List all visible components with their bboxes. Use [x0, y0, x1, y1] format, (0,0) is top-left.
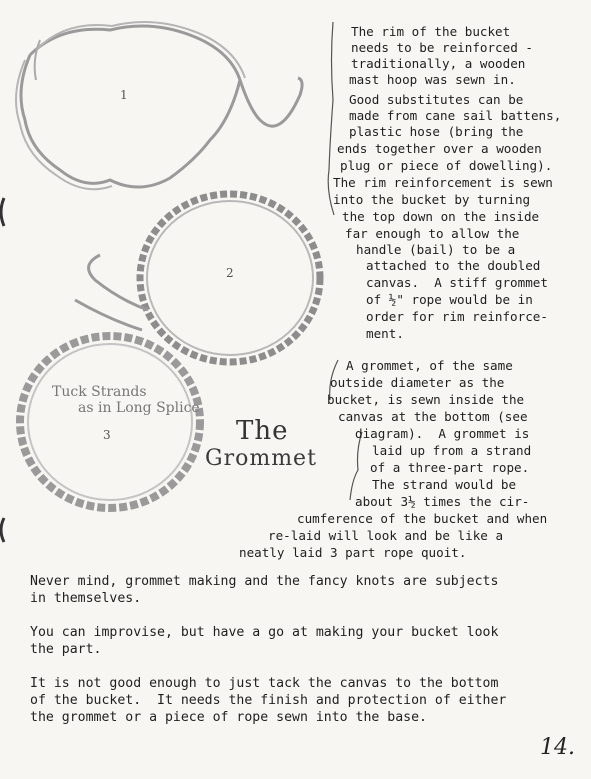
- rope-strand-1: [16, 22, 302, 189]
- side-text-line: order for rim reinforce-: [366, 309, 548, 324]
- rope-ring-3: [20, 336, 200, 508]
- side-text-line: ment.: [366, 326, 404, 341]
- side-text-line: of ½" rope would be in: [366, 292, 533, 307]
- punch-mark-top: [1, 198, 4, 226]
- side-text-line: Good substitutes can be: [349, 92, 524, 107]
- side-text-line: cumference of the bucket and when: [297, 511, 548, 526]
- side-text-line: bucket, is sewn inside the: [327, 392, 525, 407]
- body-line: of the bucket. It needs the finish and protection of either: [30, 693, 507, 708]
- side-text-line: neatly laid 3 part rope quoit.: [239, 545, 467, 560]
- side-text-line: The strand would be: [372, 477, 517, 492]
- side-text-line: attached to the doubled: [366, 258, 541, 273]
- body-line: It is not good enough to just tack the canvas to the bottom: [30, 676, 499, 691]
- side-text-line: the top down on the inside: [342, 209, 540, 224]
- title-the: The: [236, 416, 289, 446]
- side-text-line: plug or piece of dowelling).: [340, 158, 553, 173]
- body-line: You can improvise, but have a go at making your bucket look: [30, 625, 499, 640]
- tuck-strands-label: Tuck Strands: [52, 384, 147, 400]
- ring-number-3: 3: [103, 428, 111, 442]
- body-line: Never mind, grommet making and the fancy knots are subjects: [30, 574, 499, 589]
- side-text-line: outside diameter as the: [330, 375, 505, 390]
- side-text-line: needs to be reinforced -: [351, 40, 533, 55]
- body-line: the grommet or a piece of rope sewn into the base.: [30, 710, 427, 725]
- side-text-line: plastic hose (bring the: [349, 124, 524, 139]
- side-text-line: canvas at the bottom (see: [338, 409, 528, 424]
- side-text-line: laid up from a strand: [372, 443, 532, 458]
- side-text-line: about 3½ times the cir-: [355, 494, 530, 509]
- side-text-line: re-laid will look and be like a: [268, 528, 504, 543]
- side-text-line: ends together over a wooden: [337, 141, 542, 156]
- side-text-line: into the bucket by turning: [333, 192, 531, 207]
- long-splice-label: as in Long Splice: [78, 400, 200, 416]
- punch-mark-bottom: [1, 518, 4, 542]
- side-text-line: A grommet, of the same: [346, 358, 513, 373]
- body-line: in themselves.: [30, 591, 142, 606]
- title-grommet: Grommet: [205, 446, 317, 471]
- rope-ring-2: [75, 194, 320, 362]
- side-text-line: mast hoop was sewn in.: [349, 72, 516, 87]
- side-text-line: made from cane sail battens,: [349, 108, 562, 123]
- side-text-line: canvas. A stiff grommet: [366, 275, 548, 290]
- side-text-line: traditionally, a wooden: [351, 56, 526, 71]
- side-text-line: The rim of the bucket: [351, 24, 511, 39]
- page-number: 14.: [540, 735, 575, 760]
- side-text-line: The rim reinforcement is sewn: [333, 175, 553, 190]
- side-text-line: handle (bail) to be a: [356, 242, 516, 257]
- side-text-line: far enough to allow the: [345, 226, 520, 241]
- side-text-line: diagram). A grommet is: [355, 426, 530, 441]
- ring-number-2: 2: [226, 266, 234, 280]
- body-line: the part.: [30, 642, 102, 657]
- side-text-line: of a three-part rope.: [370, 460, 530, 475]
- ring-number-1: 1: [120, 88, 128, 102]
